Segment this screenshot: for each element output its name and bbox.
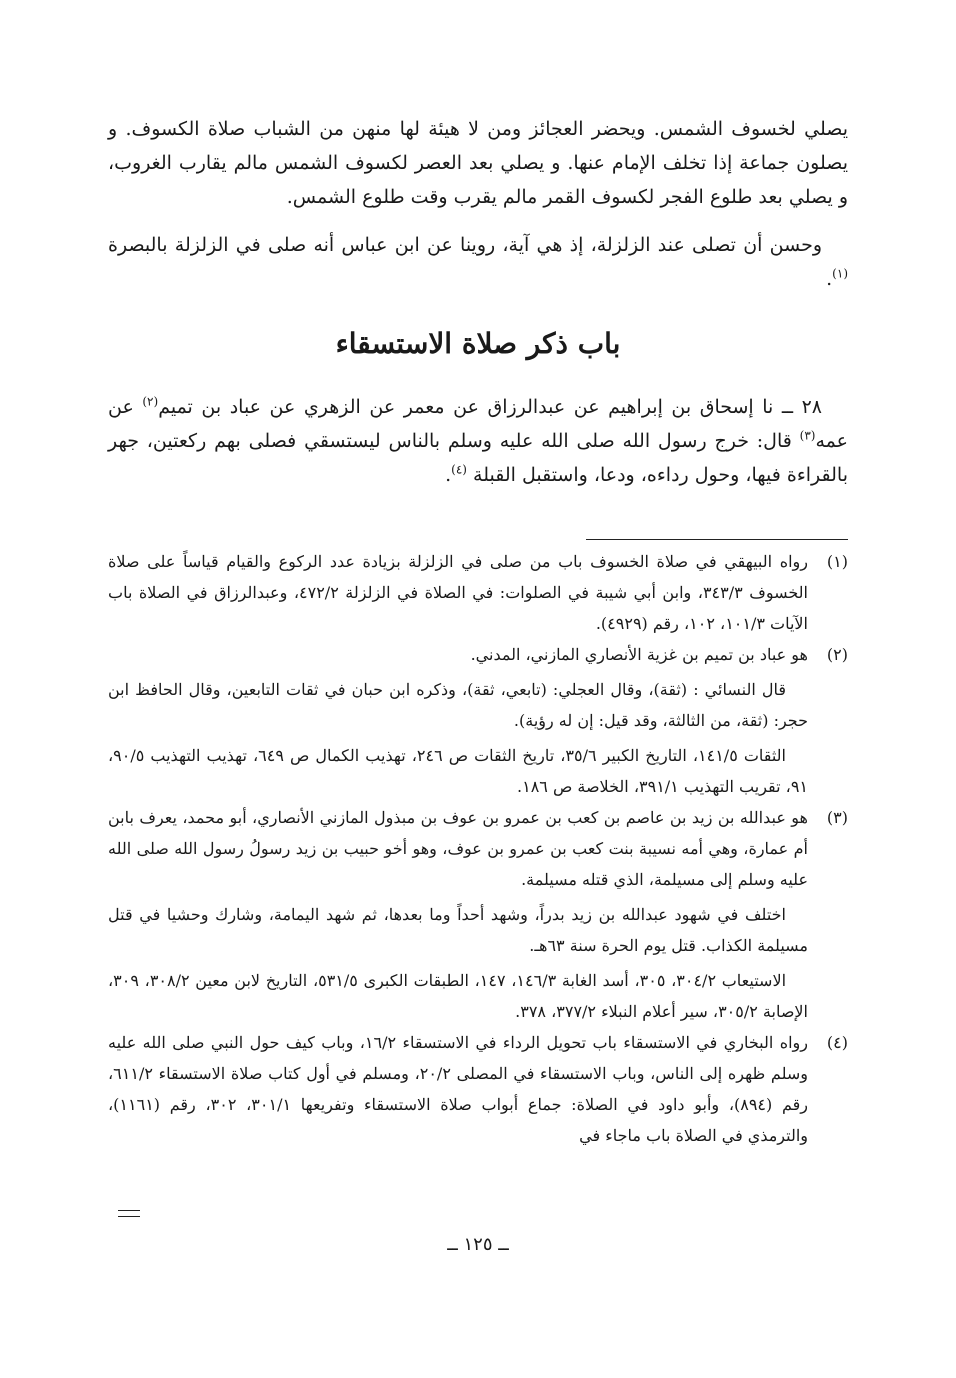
footnote-paragraph: الاستيعاب ٣٠٤/٢، ٣٠٥، أسد الغابة ١٤٦/٣، ١٤٧، الطبقات الكبرى ٥٣١/٥، التاريخ لابن معين ٣٠٨/٢، ٣٠٩، الإصابة ٣٠٥/٢، سير أعلام النبلاء ٣٧٧/٢، ٣٧٨. [108,971,808,1021]
footnote-paragraph: الثقات ١٤١/٥، التاريخ الكبير ٣٥/٦، تاريخ الثقات ص ٢٤٦، تهذيب الكمال ص ٦٤٩، تهذيب التهذيب ٩٠/٥، ٩١، تقريب التهذيب ٣٩١/١، الخلاصة ص ١٨٦. [108,746,808,796]
footnote-ref-3[interactable]: (٣) [799,428,816,443]
footnote-number: (٣) [826,808,848,827]
footnote-number: (١) [826,552,848,571]
footnote-body [108,546,808,639]
footnote-separator [586,539,848,540]
footnote-number: (٢) [826,645,848,664]
footnote-paragraph: رواه البيهقي في صلاة الخسوف باب من صلى في الزلزلة بزيادة عدد الركوع والقيام قياساً على صلاة الخسوف ٣٤٣/٣، وابن أبي شيبة في الصلوات: في الصلاة في الزلزلة ٤٧٢/٢، وعبدالرزاق في الصلاة باب الآيات ١٠١/٣، ١٠٢، رقم (٤٩٢٩). [108,552,809,633]
section-heading: باب ذكر صلاة الاستسقاء [335,327,621,360]
footnote-1 [108,546,848,639]
hadith-end: . [445,464,452,486]
footnote-body [108,802,808,1027]
hadith-28 [108,390,848,492]
paragraph-end: . [826,268,833,290]
footnote-paragraph: هو عباد بن تميم بن غزية الأنصاري المازني، المدني. [470,645,808,664]
footnote-paragraph: هو عبدالله بن زيد بن عاصم بن كعب بن عمرو بن عوف بن مبذول المازني الأنصاري، أبو محمد، يعرف بابن أم عمارة، وهي أمه نسيبة بنت كعب بن عمرو بن عوف، وهو أخو حبيب بن زيد رسولُ رسول الله صلى الله عليه وسلم إلى مسيلمة، الذي قتله مسيلمة. [108,808,808,889]
footnote-paragraph: رواه البخاري في الاستسقاء باب تحويل الرداء في الاستسقاء ١٦/٢، وباب كيف حول النبي صلى الله عليه وسلم ظهره إلى الناس، وباب الاستسقاء في المصلى ٢٠/٢، ومسلم في أول كتاب صلاة الاستسقاء ٦١١/٢، رقم (٨٩٤)، وأبو داود في الصلاة: جماع أبواب صلاة الاستسقاء وتفريعها ٣٠١/١، ٣٠٢، رقم (١١٦١)، والترمذي في الصلاة باب ماجاء في [108,1033,808,1145]
main-text [108,112,848,492]
continuation-mark [118,1210,140,1217]
footnote-body [108,639,808,802]
footnote-2 [108,639,848,802]
paragraph-eclipse-prayer: يصلي لخسوف الشمس. ويحضر العجائز ومن لا هيئة لها منهن من الشباب صلاة الكسوف. و يصلون جماعة إذا تخلف الإمام عنها. و يصلي بعد العصر لكسوف الشمس مالم يقارب الغروب، و يصلي بعد طلوع الفجر لكسوف القمر مالم يقرب وقت طلوع الشمس. [108,118,848,208]
paragraph-text: وحسن أن تصلى عند الزلزلة، إذ هي آية، روينا عن ابن عباس أنه صلى في الزلزلة بالبصرة [108,234,822,256]
hadith-text-b: عن عمه [108,396,848,452]
page-number: ــ ١٢٥ ــ [447,1234,509,1255]
footnote-body [108,1027,808,1151]
footnote-ref-1[interactable]: (١) [832,266,848,281]
paragraph-earthquake-prayer [108,228,848,296]
footnote-4 [108,1027,848,1151]
footnote-3 [108,802,848,1027]
hadith-text-c: قال: خرج رسول الله صلى الله عليه وسلم بالناس ليستسقي فصلى بهم ركعتين، جهر بالقراءة فيها، وحول رداءه، ودعا، واستقبل القبلة [108,430,848,486]
footnote-number: (٤) [826,1033,848,1052]
footnote-ref-4[interactable]: (٤) [451,462,467,477]
hadith-text-a: ٢٨ ــ نا إسحاق بن إبراهيم عن عبدالرزاق عن معمر عن الزهري عن عباد بن تميم [158,396,822,418]
footnote-paragraph: اختلف في شهود عبدالله بن زيد بدراً، وشهد أحداً وما بعدها، ثم شهد اليمامة، وشارك وحشيا في قتل مسيلمة الكذاب. قتل يوم الحرة سنة ٦٣هـ. [108,905,808,955]
footnotes [108,546,848,1151]
footnote-ref-2[interactable]: (٢) [142,394,159,409]
footnote-paragraph: قال النسائي : (ثقة)، وقال العجلي: (تابعي، ثقة)، وذكره ابن حبان في ثقات التابعين، وقال الحافظ ابن حجر: (ثقة، من الثالثة، وقد قيل: إن له رؤية). [108,680,808,730]
